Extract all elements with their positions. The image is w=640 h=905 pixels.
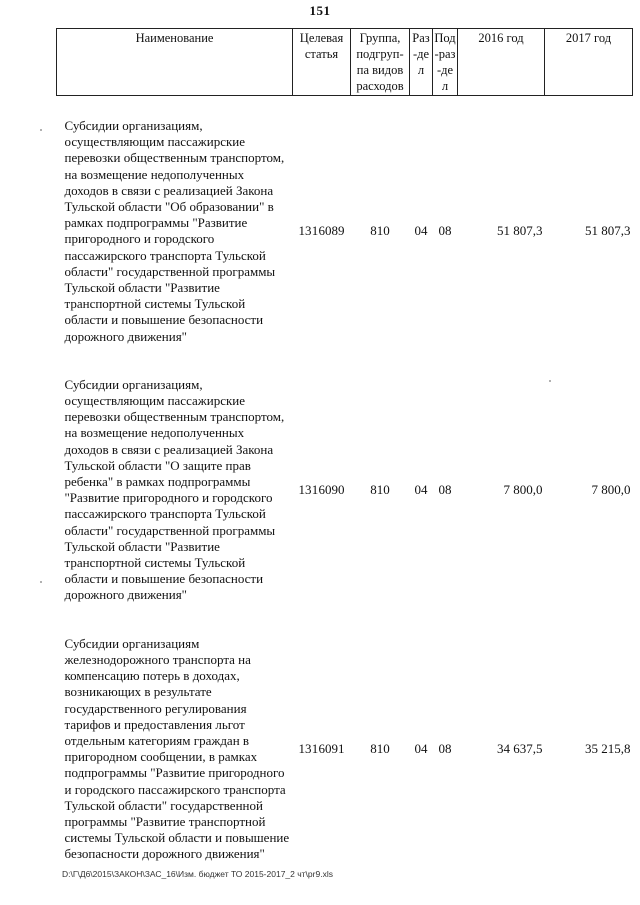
row-2016: 34 637,5 xyxy=(497,741,543,756)
row-group: 810 xyxy=(370,482,390,498)
row-section: 04 xyxy=(414,741,428,756)
row-section: 04 xyxy=(414,482,428,498)
header-year-2017: 2017 год xyxy=(545,29,633,96)
table-row xyxy=(57,118,633,345)
header-name: Наименование xyxy=(57,29,293,96)
row-name: Субсидии организациям, осуществляющим пассажирские перевозки общественным транспортом, на возмещение недополученных доходов в связи с реализацией Закона Тульской области "О защите прав ребенка" в рамках подпрограммы "Развитие пригородного и городского пассажирского транспорта Тульской области" государственной программы Тульской области "Развитие транспортной системы Тульской области и повышение безопасности дорожного движения" xyxy=(64,376,285,603)
code-direction: 6089 xyxy=(318,223,345,239)
page-number: 151 xyxy=(309,3,331,18)
row-subsection: 08 xyxy=(438,482,452,498)
code-subprogram: 1 xyxy=(311,741,319,756)
row-target-code xyxy=(293,118,351,345)
row-section: 04 xyxy=(414,223,428,239)
row-target-code xyxy=(293,636,351,863)
budget-table xyxy=(56,28,633,863)
header-section: Раз-дел xyxy=(410,29,433,96)
row-name: Субсидии организациям, осуществляющим пассажирские перевозки общественным транспортом, на возмещение недополученных доходов в связи с реализацией Закона Тульской области "Об образовании" в рамках подпрограммы "Развитие пригородного и городского пассажирского транспорта Тульской области" государственной программы Тульской области "Развитие транспортной системы Тульской области и повышение безопасности дорожного движения" xyxy=(64,118,285,344)
header-subsection: Под-раз-дел xyxy=(433,29,458,96)
code-subprogram: 1 xyxy=(311,482,319,498)
code-direction: 6090 xyxy=(318,482,345,498)
table-header-row xyxy=(57,29,633,96)
scan-speck xyxy=(40,129,42,131)
scan-speck xyxy=(549,380,551,382)
header-target: Целевая статья xyxy=(293,29,351,96)
row-2016: 51 807,3 xyxy=(497,223,543,239)
row-subsection: 08 xyxy=(438,741,452,756)
code-direction: 6091 xyxy=(318,741,345,756)
code-subprogram: 1 xyxy=(311,223,319,239)
table-row xyxy=(57,377,633,604)
code-program: 13 xyxy=(298,223,312,239)
row-2017: 7 800,0 xyxy=(591,482,631,498)
code-program: 13 xyxy=(298,741,312,756)
row-2016: 7 800,0 xyxy=(503,482,543,498)
row-group: 810 xyxy=(370,741,390,756)
header-group: Группа, подгруп-па видов расходов xyxy=(351,29,410,96)
scan-speck xyxy=(40,581,42,583)
row-target-code xyxy=(293,377,351,604)
header-year-2016: 2016 год xyxy=(458,29,545,96)
row-2017: 35 215,8 xyxy=(585,741,631,756)
row-2017: 51 807,3 xyxy=(585,223,631,239)
table-row xyxy=(57,636,633,863)
file-path-footer: D:\Г\Д6\2015\ЗАКОН\ЗАС_16\Изм. бюджет ТО 2015-2017_2 чт\pr9.xls xyxy=(62,869,333,879)
code-program: 13 xyxy=(298,482,312,498)
row-group: 810 xyxy=(370,223,390,239)
row-name: Субсидии организациям железнодорожного транспорта на компенсацию потерь в доходах, возникающих в результате государственного регулирования тарифов и предоставления льгот отдельным категориям граждан в пригородном сообщении, в рамках подпрограммы "Развитие пригородного и городского пассажирского транспорта Тульской области" государственной программы "Развитие транспортной системы Тульской области и повышение безопасности дорожного движения" xyxy=(64,635,290,862)
row-subsection: 08 xyxy=(438,223,452,239)
